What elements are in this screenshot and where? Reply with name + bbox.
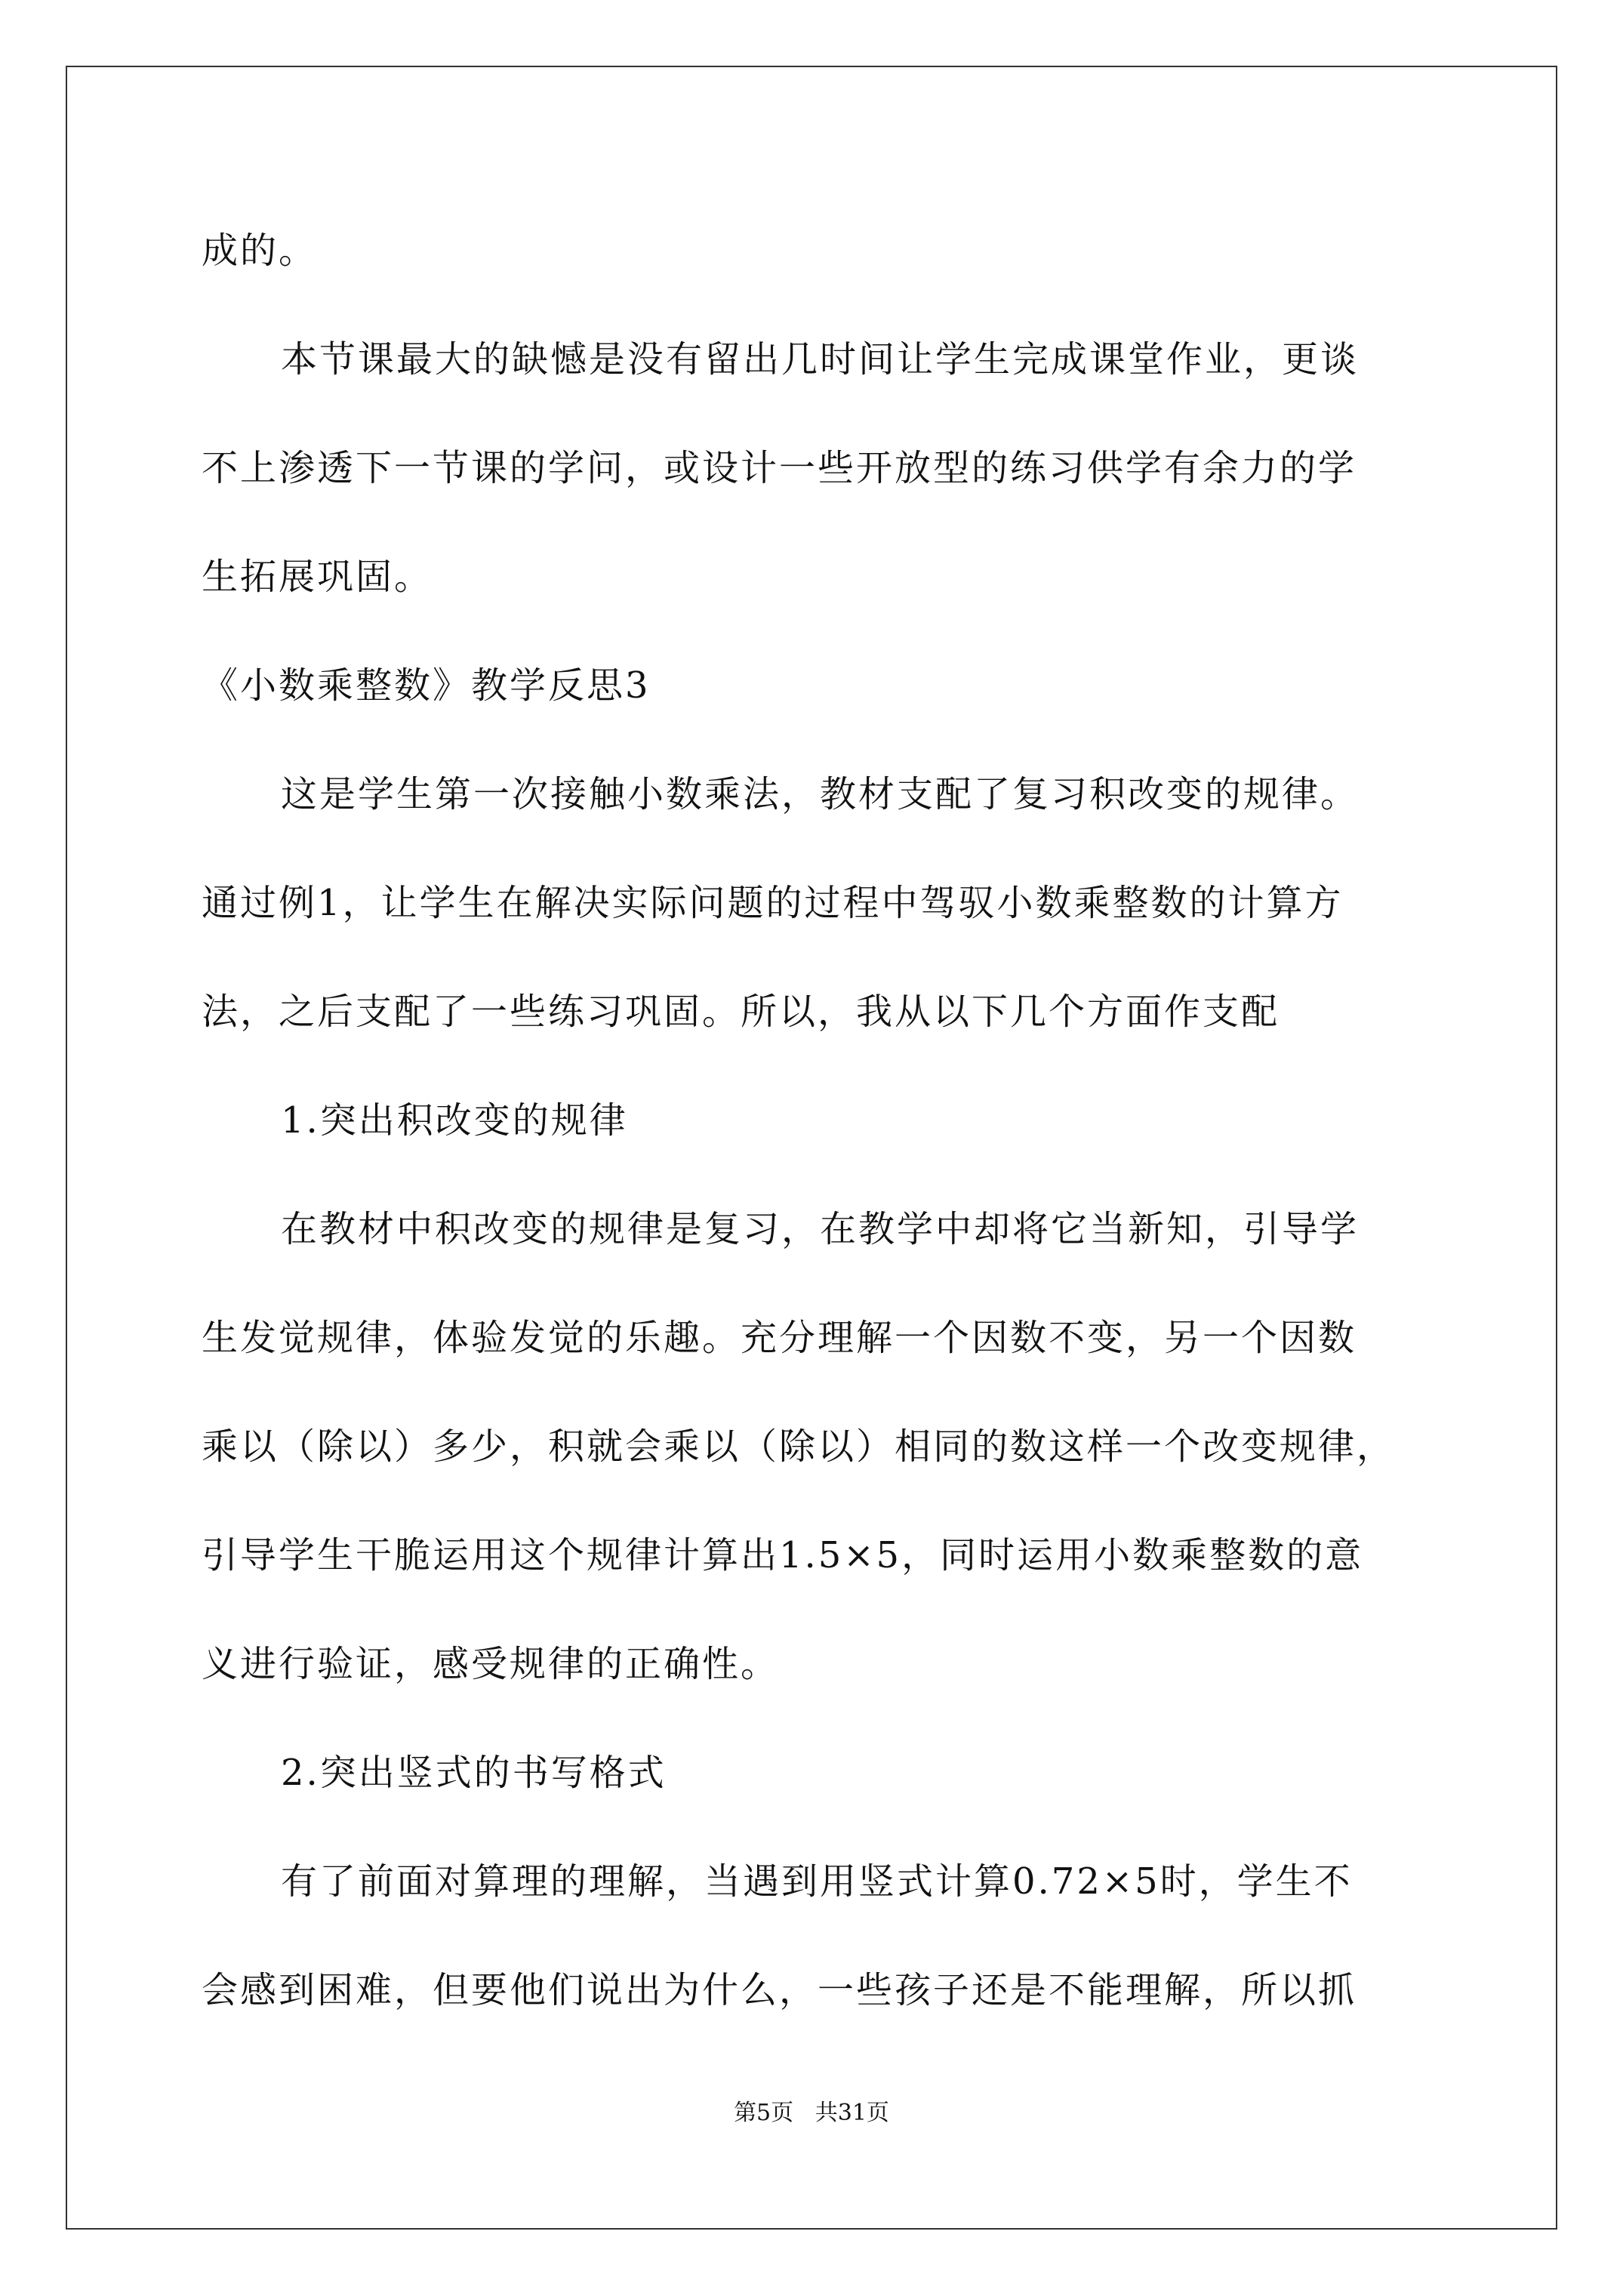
text-line: 乘以（除以）多少，积就会乘以（除以）相同的数这样一个改变规律，	[202, 1425, 1396, 1468]
text-line: 生拓展巩固。	[202, 556, 433, 598]
text-line: 生发觉规律，体验发觉的乐趣。充分理解一个因数不变，另一个因数	[202, 1317, 1357, 1359]
page-border	[66, 66, 1557, 2230]
text-line: 不上渗透下一节课的学问，或设计一些开放型的练习供学有余力的学	[202, 447, 1357, 489]
paragraph-line: 有了前面对算理的理解，当遇到用竖式计算0.72×5时，学生不	[281, 1860, 1353, 1903]
paragraph-line: 在教材中积改变的规律是复习，在教学中却将它当新知，引导学	[281, 1208, 1360, 1250]
text-line: 义进行验证，感受规律的正确性。	[202, 1643, 780, 1685]
subheading: 2.突出竖式的书写格式	[281, 1752, 667, 1794]
text-line: 法，之后支配了一些练习巩固。所以，我从以下几个方面作支配	[202, 991, 1280, 1033]
page-number: 第5页 共31页	[734, 2100, 889, 2126]
paragraph-line: 这是学生第一次接触小数乘法，教材支配了复习积改变的规律。	[281, 773, 1360, 815]
subheading: 1.突出积改变的规律	[281, 1099, 628, 1142]
text-line: 通过例1，让学生在解决实际问题的过程中驾驭小数乘整数的计算方	[202, 882, 1344, 924]
text-line: 成的。	[202, 230, 318, 272]
section-heading: 《小数乘整数》教学反思3	[202, 664, 651, 707]
paragraph-line: 本节课最大的缺憾是没有留出几时间让学生完成课堂作业，更谈	[281, 338, 1360, 381]
text-line: 引导学生干脆运用这个规律计算出1.5×5，同时运用小数乘整数的意	[202, 1534, 1364, 1576]
text-line: 会感到困难，但要他们说出为什么，一些孩子还是不能理解，所以抓	[202, 1969, 1357, 2011]
